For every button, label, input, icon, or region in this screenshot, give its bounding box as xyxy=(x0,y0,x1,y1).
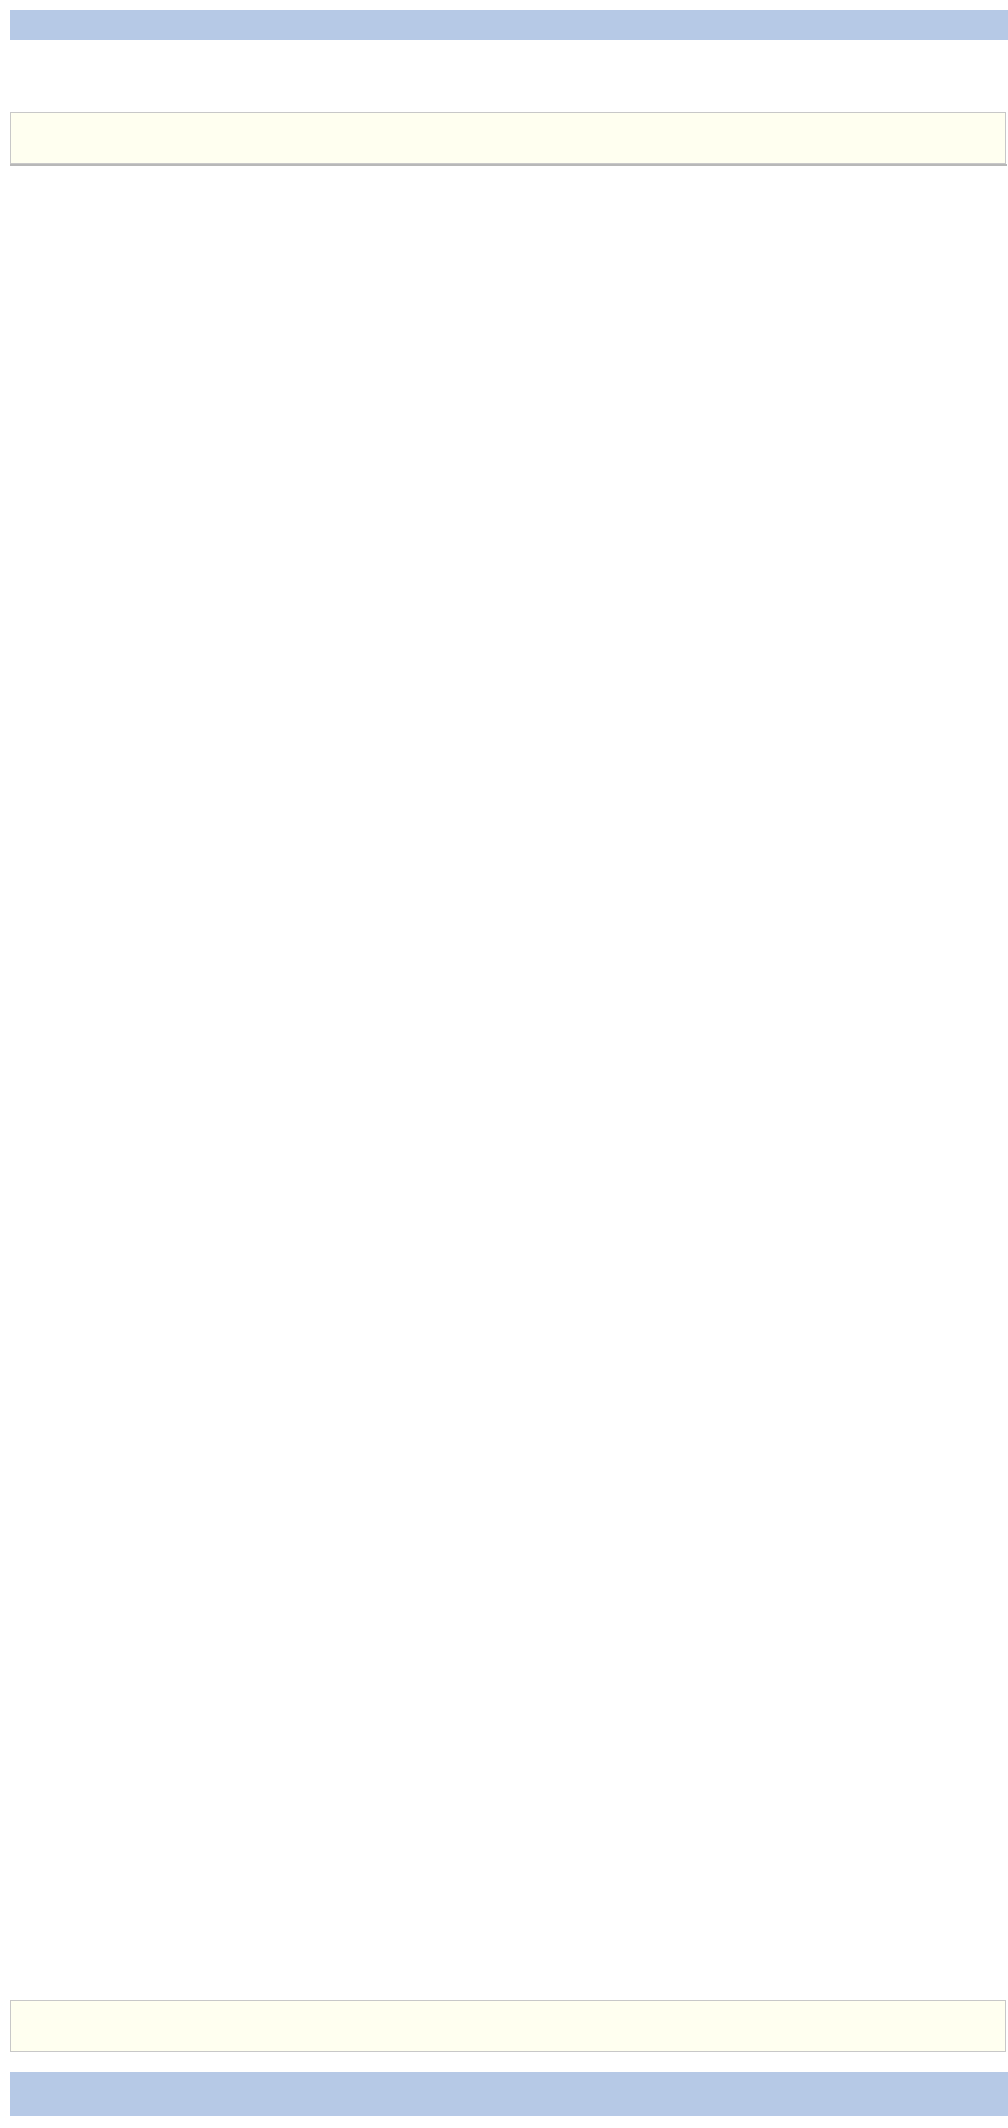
access-column-header xyxy=(975,165,1007,166)
page-info-box-bottom xyxy=(10,2000,1006,2052)
pager-bottom xyxy=(27,2026,53,2045)
page-title xyxy=(0,61,1008,81)
title-column-header xyxy=(55,165,975,166)
rank-column-header xyxy=(11,165,55,166)
pager-top xyxy=(27,138,53,157)
table-header-row xyxy=(11,165,1007,166)
bottom-bar xyxy=(10,2072,1008,2116)
period-selector-top xyxy=(920,86,1004,105)
page-info-box-top xyxy=(10,112,1006,164)
top-navigation-bar xyxy=(10,10,1008,40)
ranking-table xyxy=(10,164,1007,166)
